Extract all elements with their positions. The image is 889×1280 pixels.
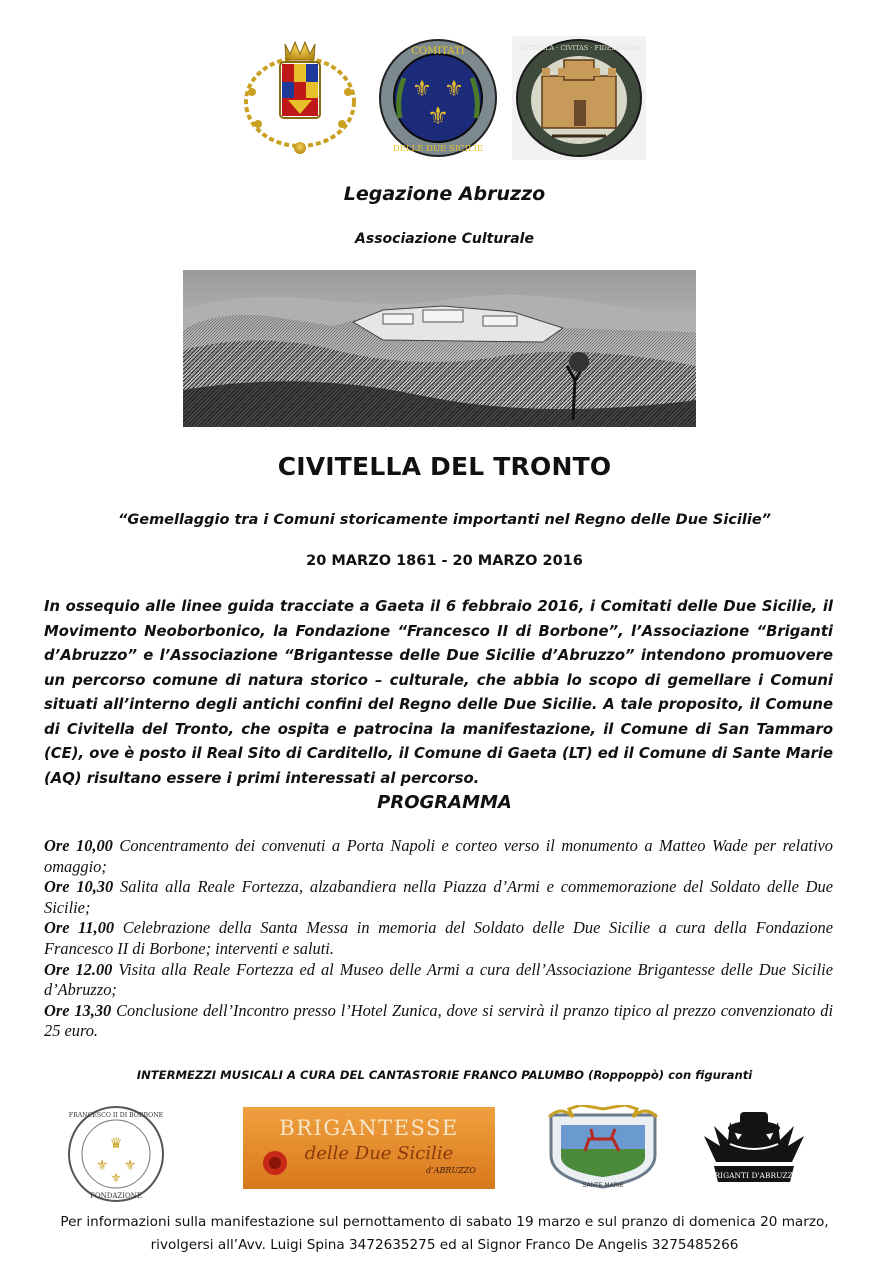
schedule-time: Ore 10,00 bbox=[44, 836, 113, 855]
schedule-item bbox=[44, 1001, 833, 1042]
brigantesse-line1: BRIGANTESSE bbox=[279, 1116, 459, 1140]
schedule-time: Ore 10,30 bbox=[44, 877, 114, 897]
fondazione-seal-bottom-text: FONDAZIONE bbox=[90, 1192, 142, 1200]
programma-title: PROGRAMMA bbox=[377, 792, 512, 813]
schedule-text: Conclusione dell’Incontro presso l’Hotel Zunica, dove si servirà il pranzo tipico al prezzo convenzionato di 25 euro. bbox=[44, 1000, 833, 1041]
comune-motto-text: SANTE MARIE bbox=[582, 1182, 624, 1189]
schedule-item bbox=[44, 836, 833, 877]
civitella-seal-logo bbox=[512, 36, 646, 160]
svg-text:♛: ♛ bbox=[109, 1136, 123, 1152]
brigantesse-banner-icon bbox=[243, 1107, 495, 1189]
schedule-item bbox=[44, 918, 833, 959]
castle-seal-icon bbox=[512, 36, 646, 160]
fondazione-seal-icon bbox=[62, 1104, 170, 1204]
briganti-abruzzo-logo-icon bbox=[700, 1106, 808, 1192]
svg-text:⚜: ⚜ bbox=[110, 1171, 122, 1185]
schedule-text: Celebrazione della Santa Messa in memoria del Soldato delle Due Sicilie a cura della Fondazione Francesco II di Borbone; interventi e saluti. bbox=[44, 918, 833, 958]
fleur-de-lis-seal-icon bbox=[376, 38, 500, 158]
svg-text:⚜: ⚜ bbox=[444, 77, 464, 102]
event-title: CIVITELLA DEL TRONTO bbox=[277, 452, 612, 481]
deer-coat-of-arms-icon bbox=[541, 1105, 665, 1189]
event-intro-paragraph: In ossequio alle linee guida tracciate a Gaeta il 6 febbraio 2016, i Comitati delle Due Sicilie, il Movimento Neoborbonico, la Fondazione “Francesco II di Borbone”, l’Associazione “Briganti d’Abruzzo” e l’Associazione “Brigantesse delle Due Sicilie d’Abruzzo” intendono promuovere un percorso comune di natura storico – culturale, che abbia lo scopo di gemellare i Comuni situati all’interno degli antichi confini del Regno delle Due Sicilie. A tale proposito, il Comune di Civitella del Tronto, che ospita e patrocina la manifestazione, il Comune di San Tammaro (CE), ove è posto il Real Sito di Carditello, il Comune di Gaeta (LT) ed il Comune di Sante Marie (AQ) risultano essere i primi interessati al percorso. bbox=[44, 598, 833, 787]
fondazione-seal-top-text: FRANCESCO II DI BORBONE bbox=[68, 1112, 164, 1119]
brigantesse-line2: delle Due Sicilie bbox=[304, 1143, 454, 1164]
fortress-engraving bbox=[183, 270, 696, 427]
schedule-text: Salita alla Reale Fortezza, alzabandiera nella Piazza d’Armi e commemorazione del Soldato delle Due Sicilie; bbox=[44, 877, 833, 917]
fondazione-logo bbox=[62, 1104, 170, 1204]
schedule-text: Visita alla Reale Fortezza ed al Museo delle Armi a cura dell’Associazione Brigantesse delle Due Sicilie d’Abruzzo; bbox=[44, 959, 833, 1000]
info-footer-line1: Per informazioni sulla manifestazione sul pernottamento di sabato 19 marzo e sul pranzo di domenica 20 marzo, bbox=[60, 1214, 829, 1230]
brigantesse-line3: d’ABRUZZO bbox=[426, 1166, 476, 1175]
comune-coat-of-arms-logo bbox=[541, 1105, 665, 1189]
royal-coat-of-arms-logo bbox=[238, 36, 362, 158]
info-footer bbox=[0, 1211, 889, 1257]
association-type: Associazione Culturale bbox=[355, 231, 534, 247]
svg-text:⚜: ⚜ bbox=[123, 1158, 137, 1174]
comitati-seal-logo bbox=[376, 38, 500, 158]
info-footer-line2: rivolgersi all’Avv. Luigi Spina 3472635275 ed al Signor Franco De Angelis 3275485266 bbox=[150, 1237, 739, 1253]
briganti-abruzzo-logo bbox=[700, 1106, 808, 1192]
schedule-time: Ore 13,30 bbox=[44, 1000, 112, 1020]
schedule-time: Ore 11,00 bbox=[44, 918, 115, 938]
svg-text:⚜: ⚜ bbox=[95, 1158, 109, 1174]
schedule-time: Ore 12.00 bbox=[44, 959, 113, 979]
schedule-text: Concentramento dei convenuti a Porta Napoli e corteo verso il monumento a Matteo Wade per relativo omaggio; bbox=[44, 836, 833, 876]
event-subtitle: “Gemellaggio tra i Comuni storicamente importanti nel Regno delle Due Sicilie” bbox=[118, 512, 771, 528]
svg-text:⚜: ⚜ bbox=[412, 77, 432, 102]
schedule-list bbox=[44, 836, 833, 1042]
schedule-item bbox=[44, 877, 833, 918]
svg-text:⚜: ⚜ bbox=[427, 102, 449, 130]
briganti-abruzzo-text: BRIGANTI D'ABRUZZO bbox=[709, 1171, 799, 1180]
fortress-engraving-icon bbox=[183, 270, 696, 427]
event-dates: 20 MARZO 1861 - 20 MARZO 2016 bbox=[306, 553, 583, 569]
royal-coat-of-arms-icon bbox=[238, 36, 362, 158]
comitati-seal-bottom-text: DELLE DUE SICILIE bbox=[392, 144, 484, 154]
brigantesse-logo bbox=[243, 1107, 495, 1189]
civitella-seal-text: CIVITELLA · CIVITAS · FIDELISSIMA bbox=[516, 44, 642, 52]
schedule-item bbox=[44, 960, 833, 1001]
musical-interludes-note: INTERMEZZI MUSICALI A CURA DEL CANTASTORIE FRANCO PALUMBO (Roppoppò) con figuranti bbox=[136, 1068, 753, 1082]
comitati-seal-top-text: COMITATI bbox=[411, 46, 465, 57]
organization-name: Legazione Abruzzo bbox=[343, 183, 546, 205]
